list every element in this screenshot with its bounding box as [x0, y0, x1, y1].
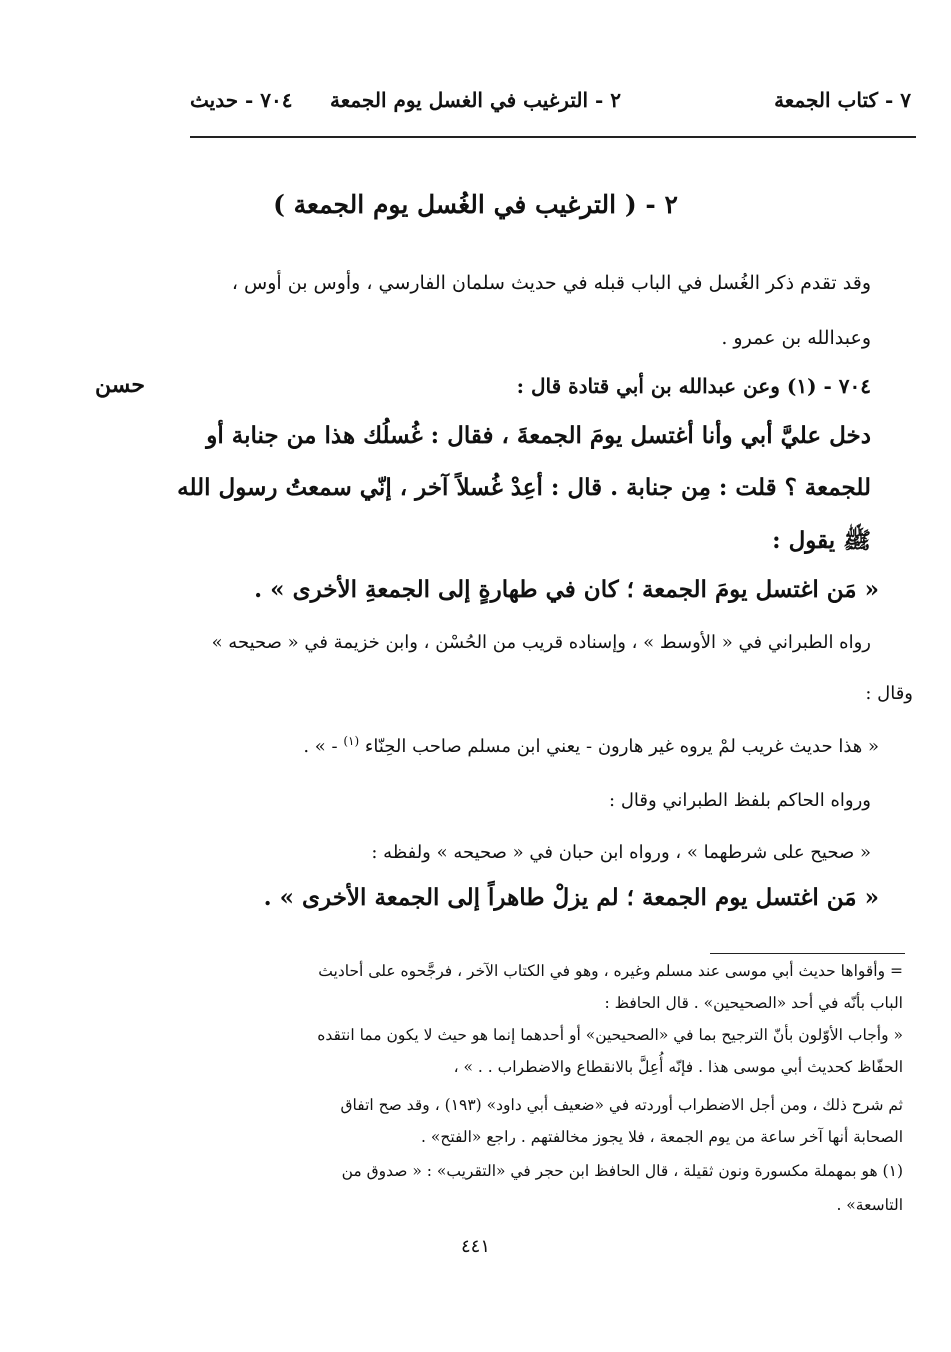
- takhrij-line-4: « صحيح على شرطهما » ، ورواه ابن حبان في « صحيحه » ولفظه :: [371, 842, 871, 863]
- footnote-line-8: التاسعة» .: [836, 1196, 903, 1214]
- intro-line-1: وقد تقدم ذكر الغُسل في الباب قبله في حديث سلمان الفارسي ، وأوس بن أوس ،: [231, 272, 871, 294]
- hadith-text-line-3: ﷺ يقول :: [772, 527, 871, 554]
- hadith-matn-2: « مَن اغتسل يوم الجمعة ؛ لم يزلْ طاهراً إلى الجمعة الأخرى » .: [263, 884, 879, 911]
- quote-text: « هذا حديث غريب لمْ يروه غير هارون - يعني ابن مسلم صاحب الحِنّاء: [364, 736, 879, 757]
- footnote-line-4: الحفّاظ كحديث أبي موسى هذا . فإنّه أُعِلَّ بالانقطاع والاضطراب . . » ،: [453, 1058, 903, 1076]
- footnote-divider: [710, 953, 905, 954]
- header-chapter-title: ٢ - الترغيب في الغسل يوم الجمعة: [330, 88, 621, 112]
- hadith-isnad: ٧٠٤ - (١) وعن عبدالله بن أبي قتادة قال :: [516, 374, 871, 398]
- header-book-title: ٧ - كتاب الجمعة: [774, 88, 911, 112]
- hadith-grade: حسن: [95, 372, 145, 398]
- takhrij-line-2: وقال :: [865, 683, 913, 704]
- chapter-heading: ٢ - ( الترغيب في الغُسل يوم الجمعة ): [273, 190, 678, 219]
- footnote-line-7: (١) هو بمهملة مكسورة ونون ثقيلة ، قال الحافظ ابن حجر في «التقريب» : « صدوق من: [341, 1162, 903, 1180]
- header-divider: [190, 136, 916, 138]
- footnote-ref: (١): [343, 734, 360, 748]
- intro-line-2: وعبدالله بن عمرو .: [721, 327, 871, 349]
- takhrij-line-3: ورواه الحاكم بلفظ الطبراني وقال :: [609, 790, 871, 811]
- page-number: ٤٤١: [460, 1236, 490, 1257]
- hadith-matn-1: « مَن اغتسل يومَ الجمعة ؛ كان في طهارةٍ إلى الجمعةِ الأخرى » .: [254, 576, 879, 603]
- footnote-line-1: = وأقواها حديث أبي موسى عند مسلم وغيره ، وهو في الكتاب الآخر ، فرجَّحوه على أحاديث: [318, 962, 903, 980]
- hadith-text-line-2: للجمعة ؟ قلت : مِن جنابة . قال : أعِدْ غُسلاً آخر ، إنّي سمعتُ رسول الله: [177, 474, 871, 501]
- footnote-line-2: الباب بأنّه في أحد «الصحيحين» . قال الحافظ :: [604, 994, 903, 1012]
- header-hadith-number: ٧٠٤ - حديث: [190, 88, 293, 112]
- quote-end: - » .: [303, 736, 338, 757]
- quote-line-1: [303, 734, 879, 757]
- takhrij-line-1: رواه الطبراني في « الأوسط » ، وإسناده قريب من الحُسْن ، وابن خزيمة في « صحيحه »: [211, 632, 871, 653]
- footnote-line-5: ثم شرح ذلك ، ومن أجل الاضطراب أوردته في «ضعيف أبي داود» (١٩٣) ، وقد صح اتفاق: [340, 1096, 903, 1114]
- footnote-line-3: « وأجاب الأوّلون بأنّ الترجيح بما في «الصحيحين» أو أحدهما إنما هو حيث لا يكون مما انتقده: [317, 1026, 903, 1044]
- footnote-line-6: الصحابة أنها آخر ساعة من يوم الجمعة ، فلا يجوز مخالفتهم . راجع «الفتح» .: [421, 1128, 903, 1146]
- hadith-text-line-1: دخل عليَّ أبي وأنا أغتسل يومَ الجمعةَ ، فقال : غُسلُك هذا من جنابة أو: [206, 422, 871, 449]
